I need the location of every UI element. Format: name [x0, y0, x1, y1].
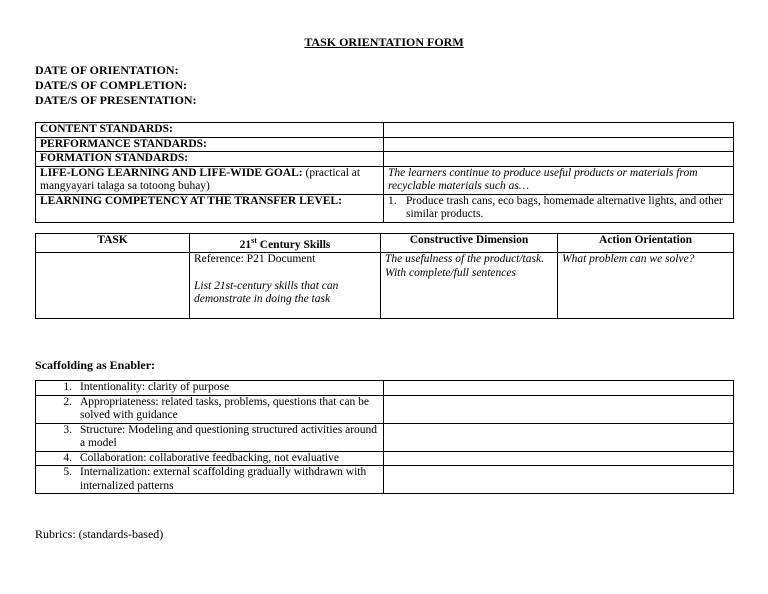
scaffolding-text: Internalization: external scaffolding gradually withdrawn with internalized patterns	[80, 466, 367, 492]
constructive-header: Constructive Dimension	[381, 234, 558, 253]
content-standards-value[interactable]	[384, 123, 734, 138]
date-of-completion-label: DATE/S OF COMPLETION:	[35, 78, 188, 92]
content-standards-label: CONTENT STANDARDS:	[36, 123, 384, 138]
scaffolding-item	[36, 423, 384, 451]
competency-value-cell[interactable]	[384, 194, 734, 222]
scaffolding-item	[36, 466, 384, 494]
skills-header-text: Century Skills	[256, 238, 331, 251]
date-of-orientation-label: DATE OF ORIENTATION:	[35, 63, 179, 77]
performance-standards-row	[36, 137, 734, 152]
performance-standards-value[interactable]	[384, 137, 734, 152]
goal-row	[36, 166, 734, 194]
scaffolding-number: 5.	[63, 466, 72, 478]
scaffolding-number: 2.	[63, 395, 72, 408]
skills-reference: Reference: P21 Document	[194, 253, 316, 266]
skills-cell[interactable]	[190, 253, 381, 319]
scaffolding-number: 3.	[63, 423, 72, 436]
scaffolding-answer[interactable]	[384, 451, 734, 466]
task-header: TASK	[36, 234, 190, 253]
skills-header	[190, 234, 381, 253]
scaffolding-item	[36, 395, 384, 423]
scaffolding-number: 1.	[63, 381, 72, 393]
competency-row	[36, 194, 734, 222]
form-title: TASK ORIENTATION FORM	[304, 35, 464, 49]
skills-header-num: 21	[239, 238, 252, 251]
action-cell[interactable]: What problem can we solve?	[558, 253, 734, 319]
goal-value[interactable]: The learners continue to produce useful products or materials from recyclable materials such as…	[384, 166, 734, 194]
scaffolding-answer[interactable]	[384, 395, 734, 423]
scaffolding-text: Collaboration: collaborative feedbacking, not evaluative	[80, 451, 339, 464]
competency-number: 1.	[388, 194, 397, 207]
goal-label: LIFE-LONG LEARNING AND LIFE-WIDE GOAL:	[40, 166, 303, 179]
task-cell[interactable]	[36, 253, 190, 319]
standards-table	[35, 122, 734, 223]
scaffolding-row	[36, 466, 734, 494]
scaffolding-row	[36, 423, 734, 451]
goal-note: (practical at mangyayari talaga sa totoong buhay)	[40, 166, 361, 192]
skills-note: List 21st-century skills that can demonstrate in doing the task	[194, 279, 339, 306]
competency-value: Produce trash cans, eco bags, homemade alternative lights, and other similar products.	[406, 194, 723, 220]
task-header-row	[36, 234, 734, 253]
goal-label-cell	[36, 166, 384, 194]
competency-list-item	[388, 195, 729, 222]
scaffolding-item	[36, 381, 384, 396]
scaffolding-answer[interactable]	[384, 423, 734, 451]
scaffolding-row	[36, 451, 734, 466]
formation-standards-row	[36, 152, 734, 167]
constructive-cell[interactable]: The usefulness of the product/task. With complete/full sentences	[381, 253, 558, 319]
scaffolding-number: 4.	[63, 451, 72, 464]
scaffolding-row	[36, 395, 734, 423]
content-standards-row	[36, 123, 734, 138]
performance-standards-label: PERFORMANCE STANDARDS:	[36, 137, 384, 152]
task-table	[35, 233, 734, 319]
task-body-row	[36, 253, 734, 319]
scaffolding-answer[interactable]	[384, 381, 734, 396]
scaffolding-label: Scaffolding as Enabler:	[35, 358, 156, 372]
dates-block	[35, 63, 197, 108]
rubrics-label: Rubrics: (standards-based)	[35, 527, 164, 541]
competency-label: LEARNING COMPETENCY AT THE TRANSFER LEVEL:	[36, 194, 384, 222]
scaffolding-answer[interactable]	[384, 466, 734, 494]
scaffolding-table	[35, 380, 734, 494]
formation-standards-value[interactable]	[384, 152, 734, 167]
action-header: Action Orientation	[558, 234, 734, 253]
scaffolding-row	[36, 381, 734, 396]
scaffolding-item	[36, 451, 384, 466]
scaffolding-text: Appropriateness: related tasks, problems, questions that can be solved with guidance	[80, 395, 370, 421]
formation-standards-label: FORMATION STANDARDS:	[36, 152, 384, 167]
skills-header-sup: st	[251, 236, 257, 245]
scaffolding-text: Intentionality: clarity of purpose	[80, 381, 230, 393]
date-of-presentation-label: DATE/S OF PRESENTATION:	[35, 93, 197, 107]
scaffolding-text: Structure: Modeling and questioning structured activities around a model	[80, 423, 378, 449]
